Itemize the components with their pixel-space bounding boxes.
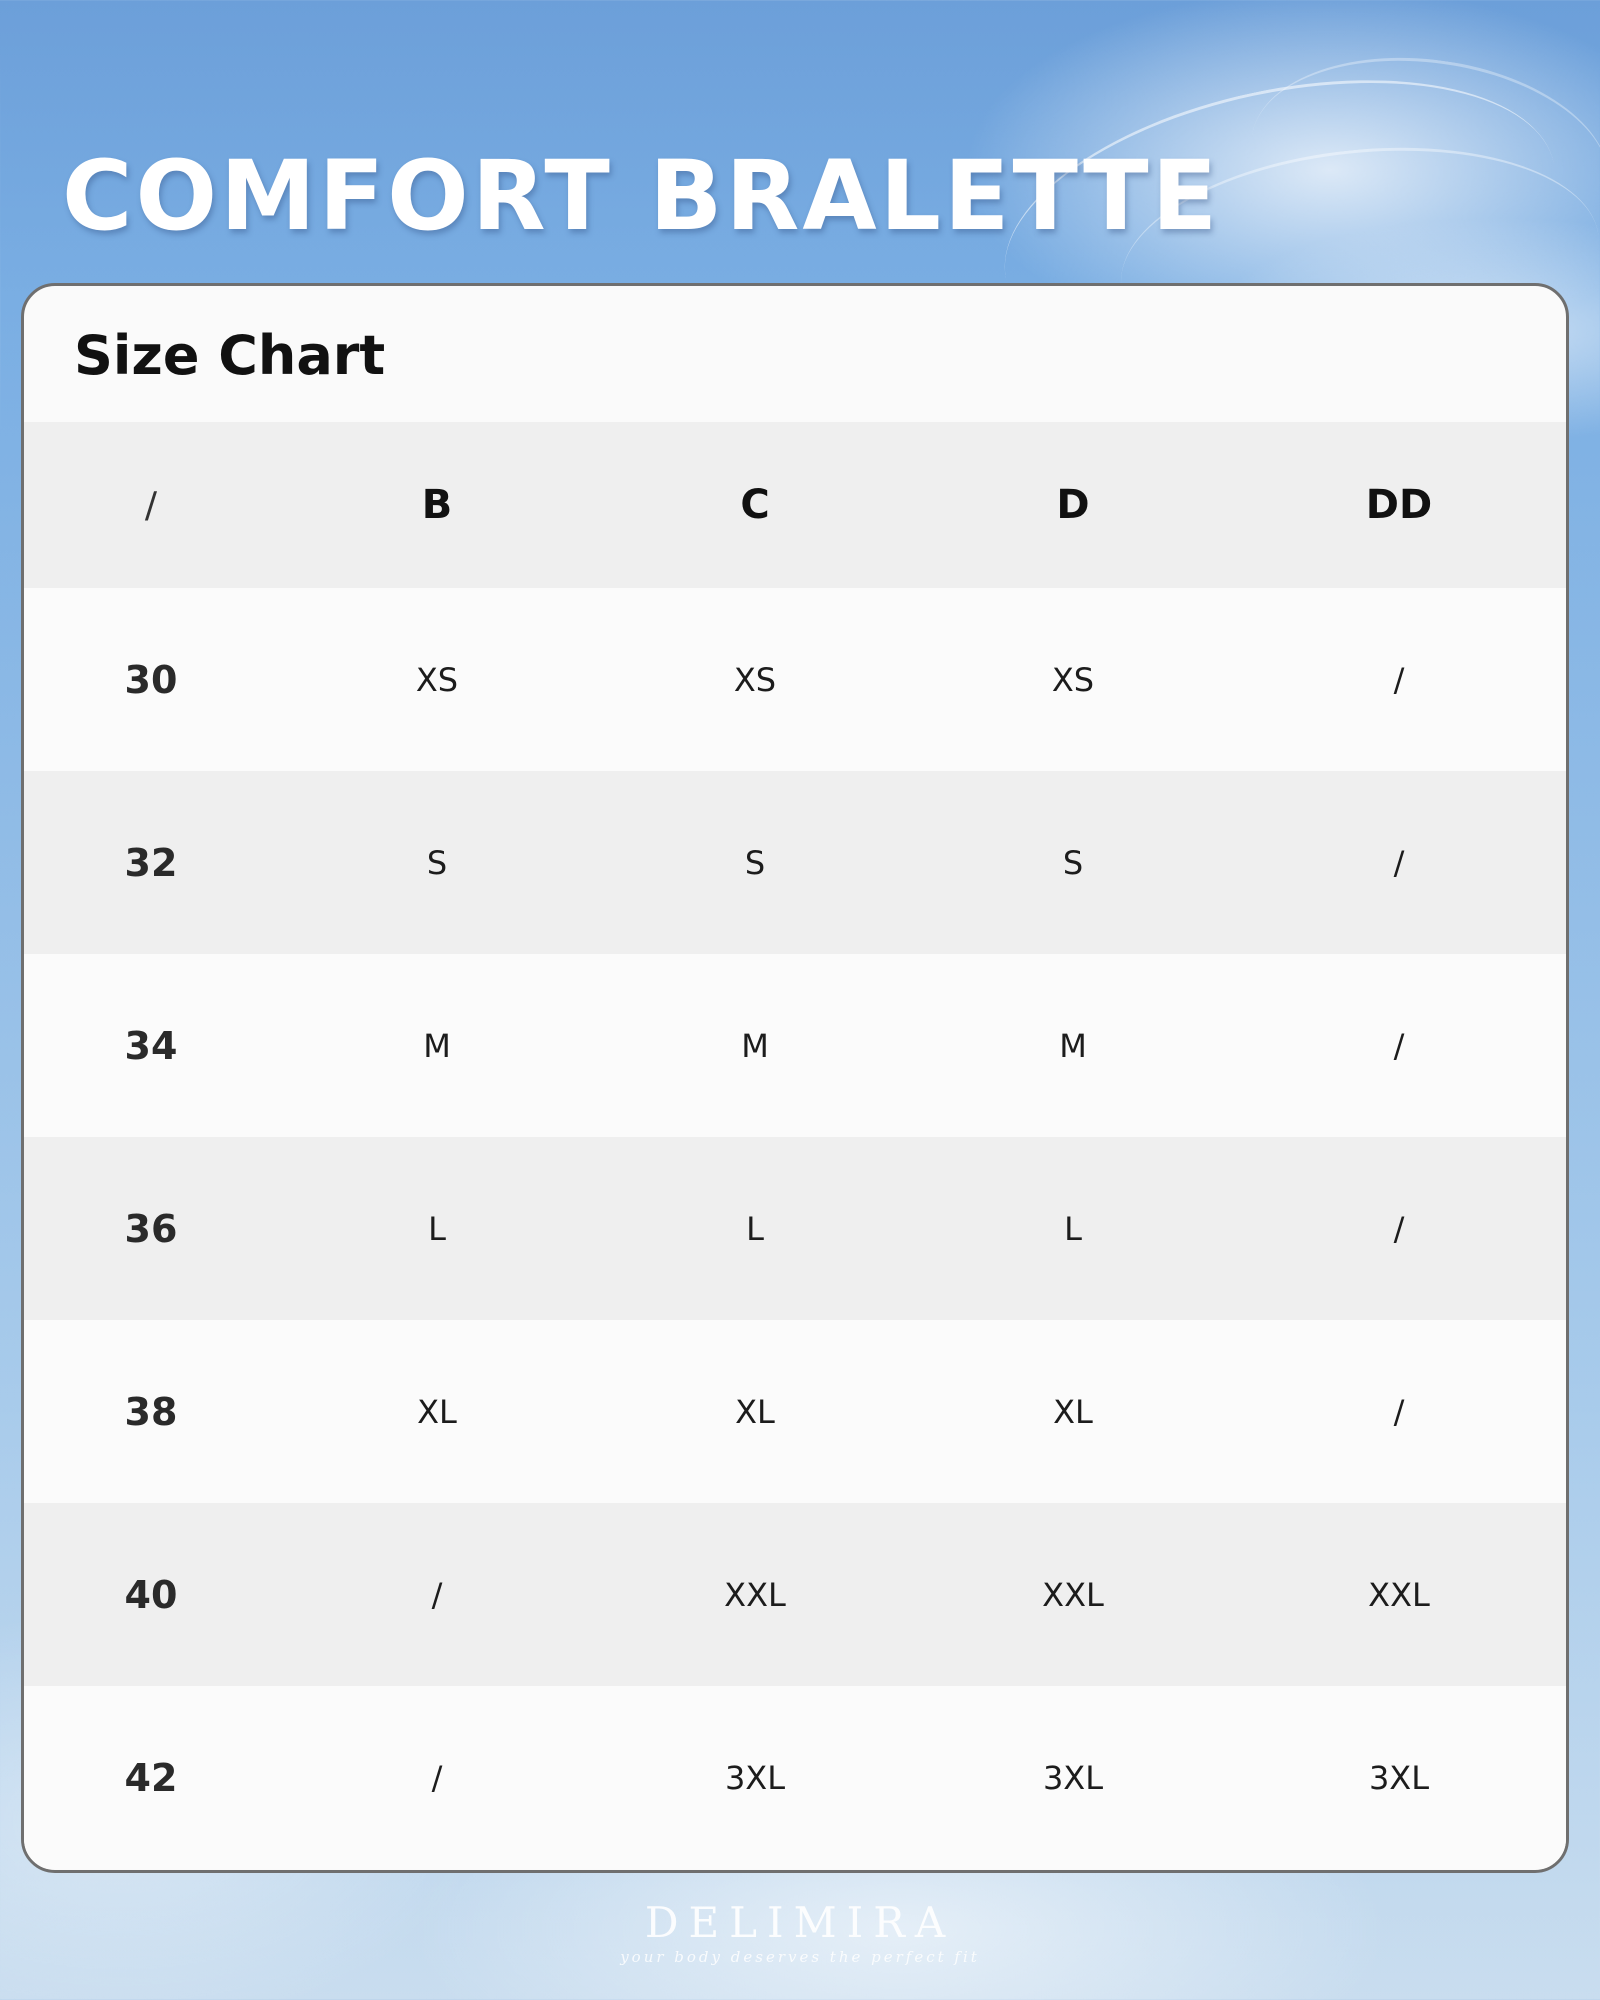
brand-tagline: your body deserves the perfect fit: [620, 1948, 980, 1966]
page-title: COMFORT BRALETTE: [62, 140, 1221, 252]
column-header-cup: DD: [1365, 482, 1433, 528]
table-row: [24, 588, 1566, 771]
size-chart-card: [21, 283, 1569, 1873]
size-cell: XXL: [1042, 1575, 1104, 1614]
row-header-band: 40: [124, 1572, 178, 1617]
column-header-cup: C: [740, 482, 770, 528]
table-row: [24, 954, 1566, 1137]
size-cell: XS: [733, 660, 777, 699]
size-cell: /: [431, 1758, 443, 1797]
row-header-band: 36: [124, 1206, 178, 1251]
size-cell: L: [746, 1209, 764, 1248]
size-cell: /: [1393, 660, 1405, 699]
size-cell: M: [1059, 1026, 1087, 1065]
column-header-cup: B: [421, 482, 453, 528]
table-row: [24, 1503, 1566, 1686]
column-header-cup: D: [1056, 482, 1090, 528]
size-cell: S: [1062, 843, 1084, 882]
size-cell: L: [1064, 1209, 1082, 1248]
row-header-band: 42: [124, 1755, 178, 1800]
size-cell: L: [428, 1209, 446, 1248]
size-cell: XL: [417, 1392, 457, 1431]
row-header-band: 32: [124, 840, 178, 885]
size-cell: XXL: [724, 1575, 786, 1614]
table-row: [24, 1320, 1566, 1503]
table-corner-cell: /: [144, 484, 158, 526]
size-cell: /: [431, 1575, 443, 1614]
size-cell: S: [744, 843, 766, 882]
table-row: [24, 1686, 1566, 1869]
row-header-band: 38: [124, 1389, 178, 1434]
table-row: [24, 1137, 1566, 1320]
cloud-wisp: [1238, 36, 1600, 287]
size-cell: /: [1393, 1026, 1405, 1065]
size-cell: M: [423, 1026, 451, 1065]
size-cell: M: [741, 1026, 769, 1065]
size-cell: XL: [735, 1392, 775, 1431]
size-cell: S: [426, 843, 448, 882]
brand-name: DELIMIRA: [644, 1898, 956, 1947]
size-cell: XS: [415, 660, 459, 699]
size-cell: XS: [1051, 660, 1095, 699]
size-cell: /: [1393, 1209, 1405, 1248]
card-title: Size Chart: [74, 324, 386, 387]
size-cell: XXL: [1368, 1575, 1430, 1614]
row-header-band: 30: [124, 657, 178, 702]
table-row: [24, 771, 1566, 954]
size-cell: 3XL: [724, 1758, 786, 1797]
size-cell: 3XL: [1042, 1758, 1104, 1797]
size-cell: 3XL: [1368, 1758, 1430, 1797]
size-chart-table: [24, 422, 1566, 1869]
size-cell: /: [1393, 843, 1405, 882]
size-cell: /: [1393, 1392, 1405, 1431]
brand-logo: [0, 1898, 1600, 1966]
size-cell: XL: [1053, 1392, 1093, 1431]
row-header-band: 34: [124, 1023, 178, 1068]
table-header-row: [24, 422, 1566, 588]
